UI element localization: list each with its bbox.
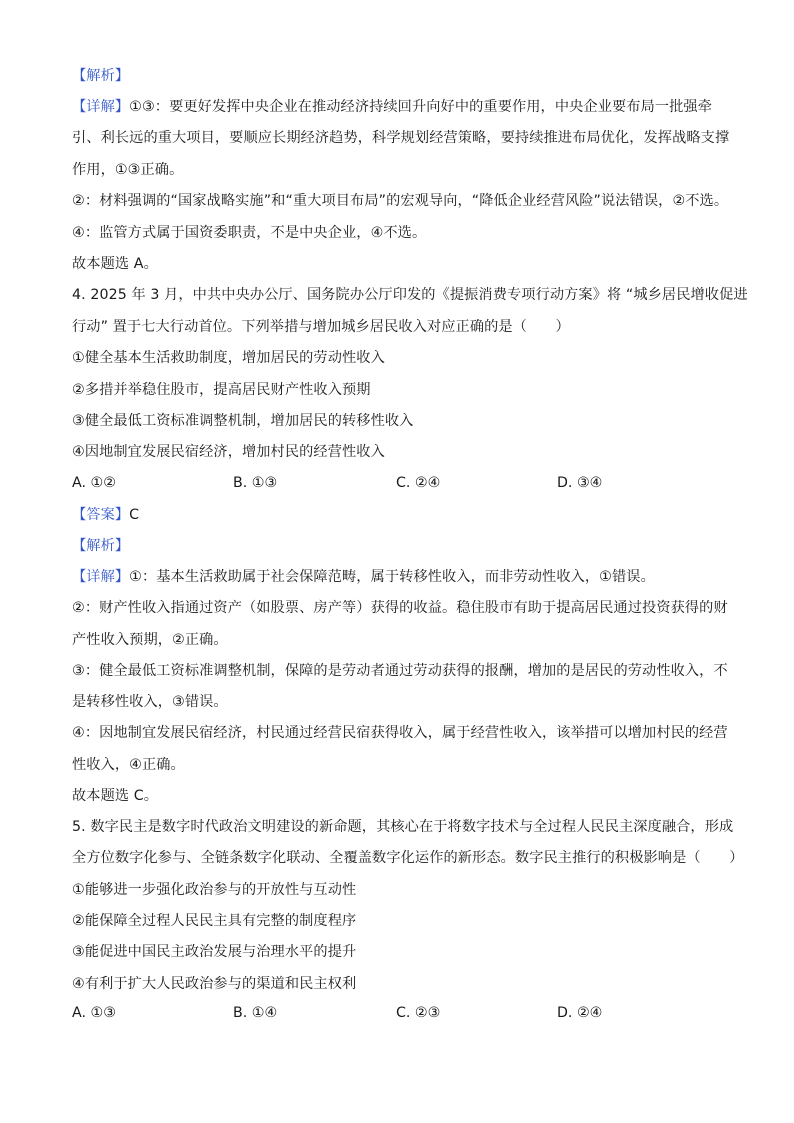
answer-option: C. ②④ [396,475,441,491]
line-text: 4. 2025 年 3 月，中共中央办公厅、国务院办公厅印发的《提振消费专项行动方案》将 “城乡居民增收促进 [72,287,748,303]
line-text: ①③：要更好发挥中央企业在推动经济持续回升向好中的重要作用，中央企业要布局一批强牵 [129,99,713,115]
section-label: 【详解】 [72,99,130,115]
text-line [72,254,158,274]
text-line [72,97,712,117]
text-line [72,411,413,431]
text-line [72,128,729,148]
text-line [72,348,385,368]
line-text: ①：基本生活救助属于社会保障范畴，属于转移性收入，而非劳动性收入，①错误。 [129,569,655,585]
text-line [72,66,129,86]
line-text: ②能保障全过程人民民主具有完整的制度程序 [72,913,357,929]
text-line [72,536,129,556]
line-text: 性收入，④正确。 [72,757,185,773]
answer-option: D. ③④ [557,475,603,491]
text-line [72,817,733,837]
text-line [72,942,356,962]
text-line [72,223,426,243]
text-line [72,848,744,868]
line-text: ④：因地制宜发展民宿经济，村民通过经营民宿获得收入，属于经营性收入，该举措可以增加村民的经营 [72,725,728,741]
text-line [72,630,228,650]
text-line [72,191,728,211]
line-text: ③能促进中国民主政治发展与治理水平的提升 [72,944,357,960]
line-text: ③健全最低工资标准调整机制，增加居民的转移性收入 [72,413,414,429]
line-text: ④有利于扩大人民政治参与的渠道和民主权利 [72,976,357,992]
line-text: 产性收入预期，②正确。 [72,632,228,648]
line-text: ①健全基本生活救助制度，增加居民的劳动性收入 [72,350,385,366]
line-text: 5. 数字民主是数字时代政治文明建设的新命题，其核心在于将数字技术与全过程人民民主深度融合，形成 [72,819,734,835]
answer-option: D. ②④ [557,1005,603,1021]
line-text: ②多措并举稳住股市，提高居民财产性收入预期 [72,382,371,398]
text-line [72,598,728,618]
answer-option: C. ②③ [396,1005,441,1021]
line-text: 作用，①③正确。 [72,162,184,178]
text-line [72,567,655,587]
line-text: ②：材料强调的“国家战略实施”和“重大项目布局”的宏观导向，“降低企业经营风险”说法错误，②不选。 [72,193,729,209]
text-line [72,442,385,462]
text-line [72,692,228,712]
text-line [72,880,356,900]
line-text: 引、利长远的重大项目，要顺应长期经济趋势，科学规划经营策略，要持续推进布局优化，发挥战略支撑 [72,130,730,146]
text-line [72,285,748,305]
text-line [72,380,371,400]
line-text: ④：监管方式属于国资委职责，不是中央企业，④不选。 [72,225,427,241]
text-line [72,786,158,806]
text-line [72,317,570,337]
line-text: 故本题选 A。 [72,256,158,272]
section-label: 【解析】 [72,68,130,84]
text-line [72,911,356,931]
line-text: ①能够进一步强化政治参与的开放性与互动性 [72,882,357,898]
answer-option: A. ①② [72,475,116,491]
line-text: ②：财产性收入指通过资产（如股票、房产等）获得的收益。稳住股市有助于提高居民通过投资获得的财 [72,600,728,616]
text-line [72,661,728,681]
line-text: C [129,507,140,523]
text-line [72,974,356,994]
line-text: ③：健全最低工资标准调整机制，保障的是劳动者通过劳动获得的报酬，增加的是居民的劳动性收入，不 [72,663,728,679]
line-text: ④因地制宜发展民宿经济，增加村民的经营性收入 [72,444,385,460]
text-line [72,160,183,180]
section-label: 【答案】 [72,507,130,523]
text-line [72,723,728,743]
section-label: 【详解】 [72,569,130,585]
text-line [72,505,139,525]
answer-option: B. ①③ [233,475,278,491]
section-label: 【解析】 [72,538,130,554]
line-text: 是转移性收入，③错误。 [72,694,228,710]
line-text: 行动” 置于七大行动首位。下列举措与增加城乡居民收入对应正确的是（ ） [72,319,570,335]
line-text: 全方位数字化参与、全链条数字化联动、全覆盖数字化运作的新形态。数字民主推行的积极影响是（ ） [72,850,744,866]
line-text: 故本题选 C。 [72,788,159,804]
answer-option: A. ①③ [72,1005,116,1021]
answer-option: B. ①④ [233,1005,278,1021]
text-line [72,755,185,775]
